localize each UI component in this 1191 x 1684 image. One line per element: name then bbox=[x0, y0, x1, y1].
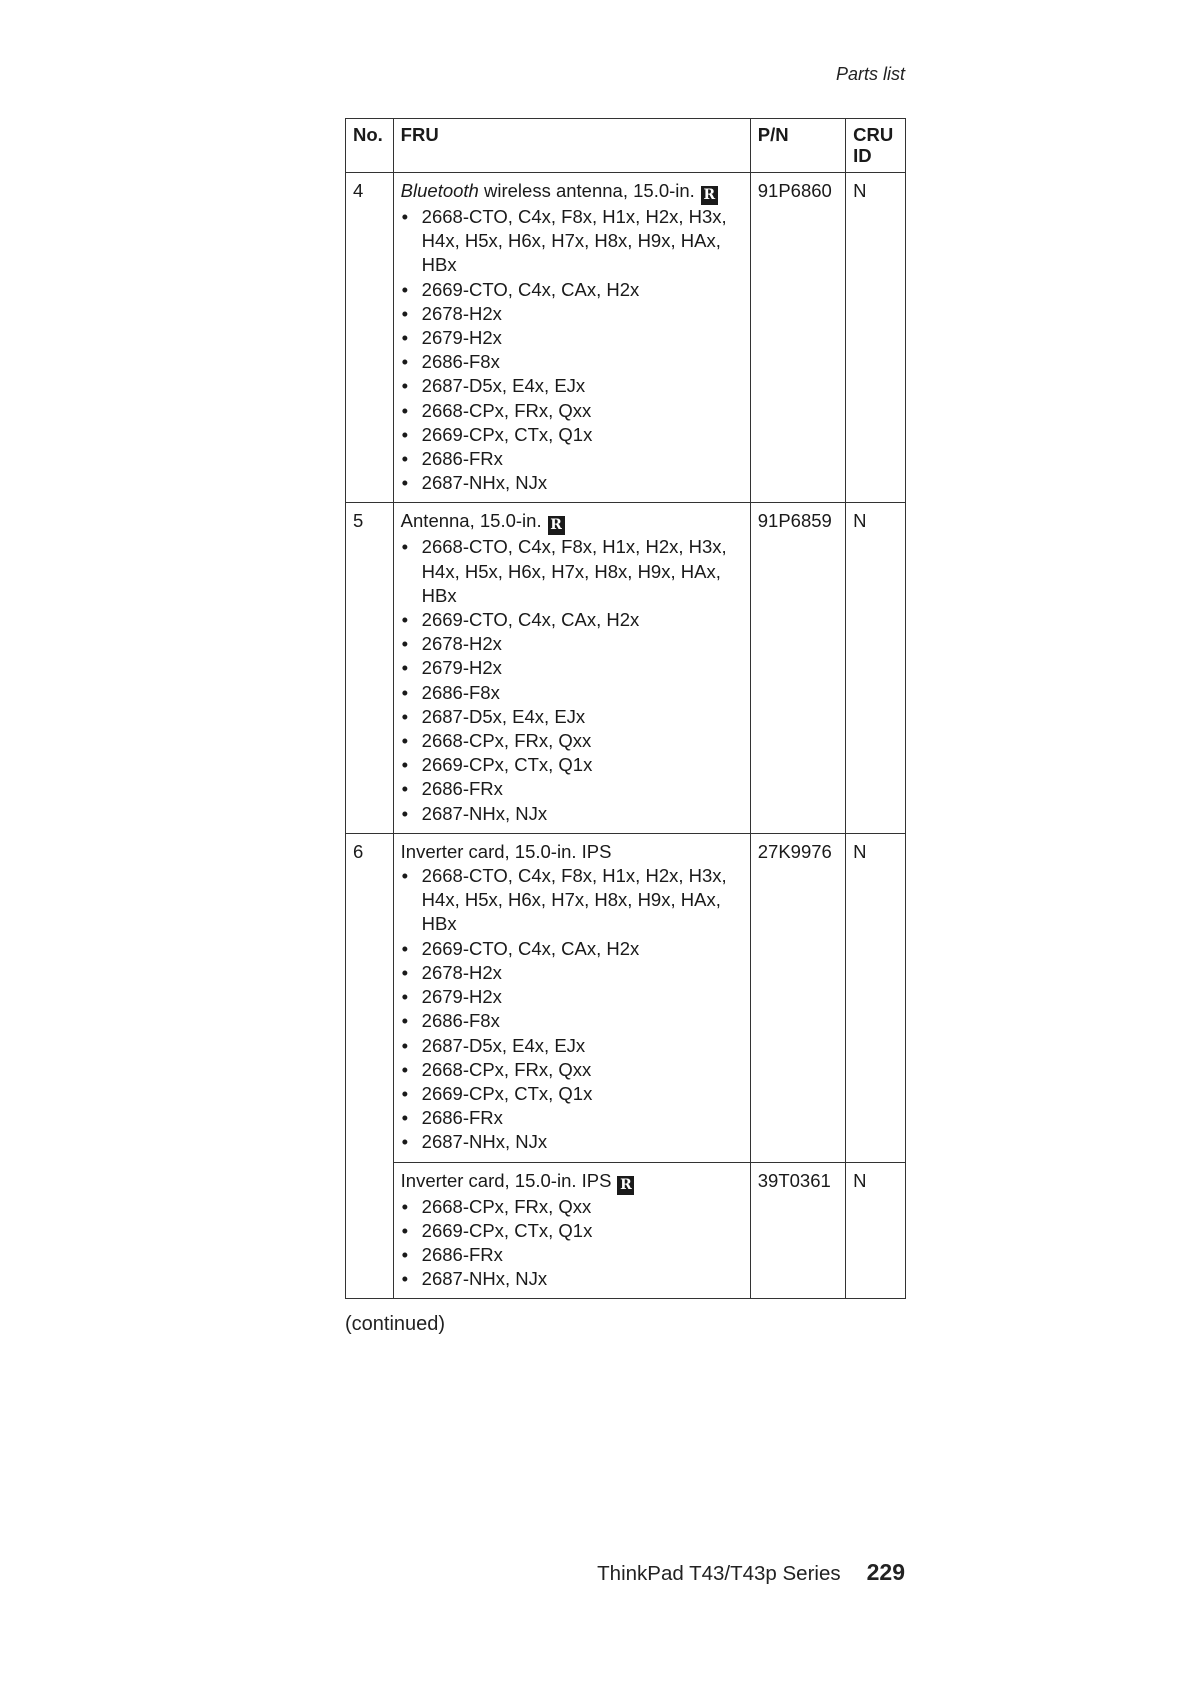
page-footer bbox=[597, 1559, 905, 1586]
table-row bbox=[346, 173, 906, 503]
list-item: • 2686-F8x bbox=[401, 681, 743, 705]
list-item: • 2687-D5x, E4x, EJx bbox=[401, 374, 743, 398]
item-number: 5 bbox=[346, 503, 394, 833]
model-list bbox=[401, 864, 743, 1154]
list-item: • 2687-NHx, NJx bbox=[401, 471, 743, 495]
list-item: • 2678-H2x bbox=[401, 632, 743, 656]
model-list bbox=[401, 205, 743, 495]
list-item: • 2669-CTO, C4x, CAx, H2x bbox=[401, 937, 743, 961]
cru-id: N bbox=[846, 833, 906, 1162]
list-item: • 2686-FRx bbox=[401, 1106, 743, 1130]
list-item: • 2669-CPx, CTx, Q1x bbox=[401, 753, 743, 777]
list-item: • 2678-H2x bbox=[401, 961, 743, 985]
model-list bbox=[401, 1195, 743, 1292]
list-item: • 2686-F8x bbox=[401, 1009, 743, 1033]
header-no: No. bbox=[346, 119, 394, 173]
list-item: • 2669-CTO, C4x, CAx, H2x bbox=[401, 278, 743, 302]
cru-id: N bbox=[846, 173, 906, 503]
restricted-part-icon: R bbox=[548, 516, 565, 535]
list-item: • 2668-CPx, FRx, Qxx bbox=[401, 399, 743, 423]
list-item: • 2668-CTO, C4x, F8x, H1x, H2x, H3x, H4x, H5x, H6x, H7x, H8x, H9x, HAx, HBx bbox=[401, 535, 743, 608]
list-item: • 2686-FRx bbox=[401, 1243, 743, 1267]
fru-title-text: Inverter card, 15.0-in. IPS bbox=[400, 840, 612, 862]
fru-title bbox=[401, 840, 743, 864]
list-item: • 2687-NHx, NJx bbox=[401, 1267, 743, 1291]
list-item: • 2668-CPx, FRx, Qxx bbox=[401, 729, 743, 753]
fru-title-text: Inverter card, 15.0-in. IPS bbox=[400, 1169, 612, 1191]
list-item: • 2669-CPx, CTx, Q1x bbox=[401, 1219, 743, 1243]
cru-id: N bbox=[846, 503, 906, 833]
part-number: 27K9976 bbox=[750, 833, 845, 1162]
restricted-part-icon: R bbox=[701, 186, 718, 205]
list-item: • 2668-CTO, C4x, F8x, H1x, H2x, H3x, H4x, H5x, H6x, H7x, H8x, H9x, HAx, HBx bbox=[401, 864, 743, 937]
header-pn: P/N bbox=[750, 119, 845, 173]
header-cru-id: CRU ID bbox=[846, 119, 906, 173]
parts-table bbox=[345, 118, 906, 1299]
list-item: • 2686-FRx bbox=[401, 777, 743, 801]
list-item: • 2687-D5x, E4x, EJx bbox=[401, 1034, 743, 1058]
table-row bbox=[346, 1162, 906, 1299]
fru-title-text: Antenna, 15.0-in. bbox=[400, 510, 542, 532]
list-item: • 2668-CTO, C4x, F8x, H1x, H2x, H3x, H4x, H5x, H6x, H7x, H8x, H9x, HAx, HBx bbox=[401, 205, 743, 278]
book-title: ThinkPad T43/T43p Series bbox=[597, 1562, 841, 1585]
fru-title bbox=[401, 509, 743, 535]
continued-note: (continued) bbox=[345, 1313, 446, 1335]
list-item: • 2669-CPx, CTx, Q1x bbox=[401, 423, 743, 447]
list-item: • 2679-H2x bbox=[401, 985, 743, 1009]
fru-title bbox=[401, 1169, 743, 1195]
fru-cell bbox=[393, 833, 750, 1162]
fru-cell bbox=[393, 173, 750, 503]
part-number: 91P6860 bbox=[750, 173, 845, 503]
table-header-row bbox=[346, 119, 906, 173]
item-number: 4 bbox=[346, 173, 394, 503]
list-item: • 2679-H2x bbox=[401, 656, 743, 680]
list-item: • 2686-F8x bbox=[401, 350, 743, 374]
model-list bbox=[401, 535, 743, 825]
restricted-part-icon: R bbox=[617, 1176, 634, 1195]
list-item: • 2687-D5x, E4x, EJx bbox=[401, 705, 743, 729]
list-item: • 2686-FRx bbox=[401, 447, 743, 471]
list-item: • 2669-CTO, C4x, CAx, H2x bbox=[401, 608, 743, 632]
fru-title-text: wireless antenna, 15.0-in. bbox=[478, 180, 695, 201]
fru-cell bbox=[393, 503, 750, 833]
list-item: • 2678-H2x bbox=[401, 302, 743, 326]
table-row bbox=[346, 833, 906, 1162]
running-head: Parts list bbox=[835, 64, 905, 84]
parts-table-body bbox=[346, 173, 906, 1299]
header-fru: FRU bbox=[393, 119, 750, 173]
list-item: • 2668-CPx, FRx, Qxx bbox=[401, 1058, 743, 1082]
part-number: 39T0361 bbox=[750, 1162, 845, 1299]
fru-title bbox=[401, 179, 743, 205]
item-number: 6 bbox=[346, 833, 394, 1298]
list-item: • 2679-H2x bbox=[401, 326, 743, 350]
list-item: • 2687-NHx, NJx bbox=[401, 802, 743, 826]
list-item: • 2669-CPx, CTx, Q1x bbox=[401, 1082, 743, 1106]
fru-cell bbox=[393, 1162, 750, 1299]
list-item: • 2668-CPx, FRx, Qxx bbox=[401, 1195, 743, 1219]
list-item: • 2687-NHx, NJx bbox=[401, 1130, 743, 1154]
fru-title-italic: Bluetooth bbox=[400, 180, 479, 201]
part-number: 91P6859 bbox=[750, 503, 845, 833]
cru-id: N bbox=[846, 1162, 906, 1299]
page-number: 229 bbox=[866, 1559, 905, 1585]
table-row bbox=[346, 503, 906, 833]
